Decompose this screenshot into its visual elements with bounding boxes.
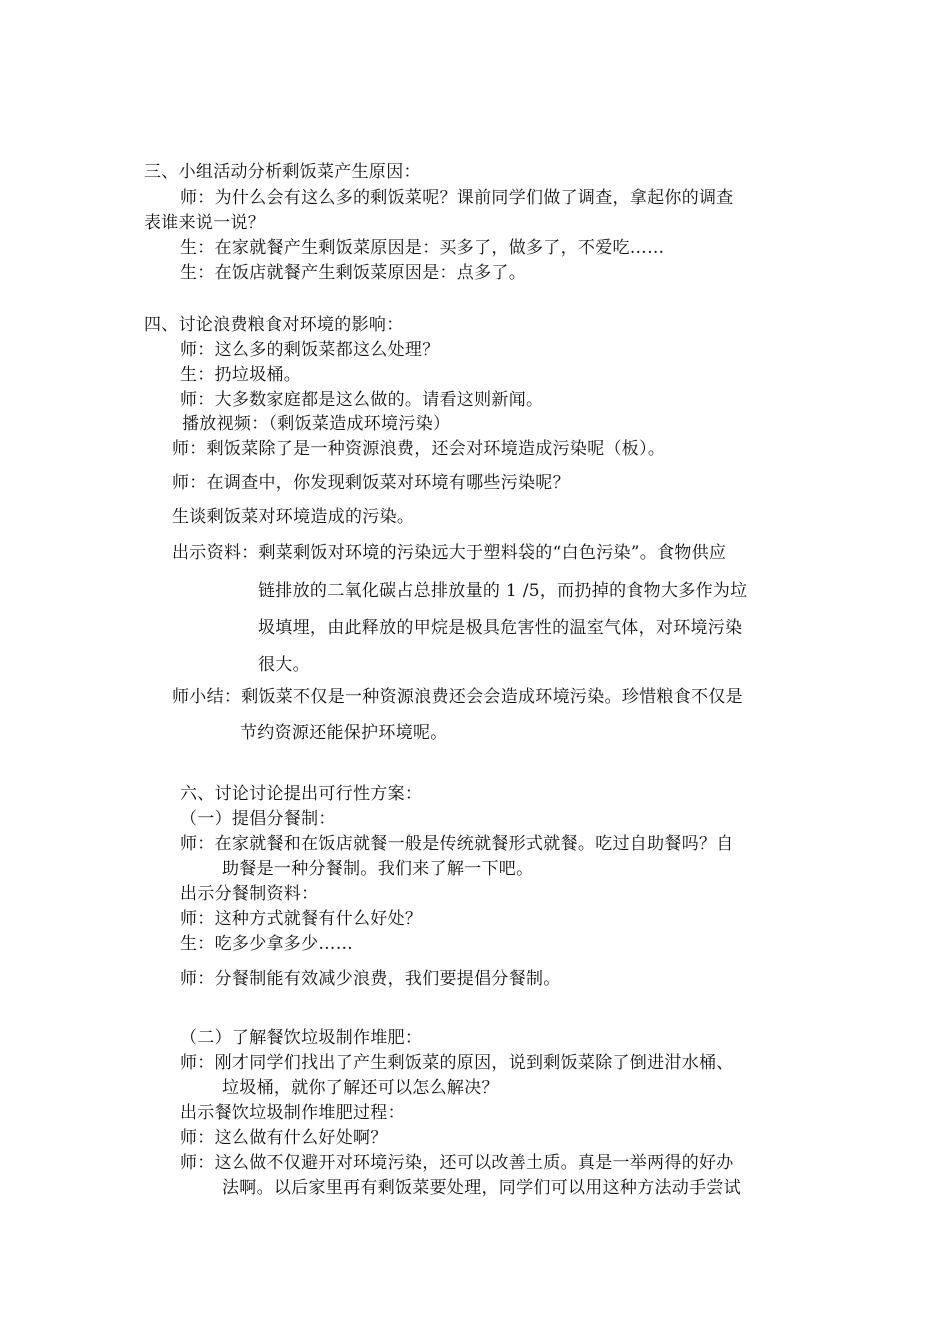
- text-line: 助餐是一种分餐制。我们来了解一下吧。: [222, 859, 534, 879]
- text-line: 生：在饭店就餐产生剩饭菜原因是：点多了。: [180, 263, 526, 283]
- text-line: 节约资源还能保护环境呢。: [240, 723, 448, 743]
- text-line: 法啊。以后家里再有剩饭菜要处理，同学们可以用这种方法动手尝试: [222, 1178, 741, 1198]
- text-line: 师：在调查中，你发现剩饭菜对环境有哪些污染呢？: [172, 473, 570, 493]
- text-line: 播放视频：（剩饭菜造成环境污染）: [182, 414, 451, 434]
- text-line: 师：刚才同学们找出了产生剩饭菜的原因，说到剩饭菜除了倒进泔水桶、: [180, 1053, 734, 1073]
- text-line: 链排放的二氧化碳占总排放量的 1 /5，而扔掉的食物大多作为垃: [258, 581, 748, 601]
- text-line: 师：为什么会有这么多的剩饭菜呢？课前同学们做了调查，拿起你的调查: [180, 188, 734, 208]
- text-line: 师：剩饭菜除了是一种资源浪费，还会对环境造成污染呢（板）。: [172, 439, 666, 459]
- text-line: 圾填埋，由此释放的甲烷是极具危害性的温室气体，对环境污染: [258, 618, 743, 638]
- text-line: 师：这么做不仅避开对环境污染，还可以改善土质。真是一举两得的好办: [180, 1153, 734, 1173]
- text-line: 师：这么多的剩饭菜都这么处理？: [180, 340, 440, 360]
- text-line: 师：分餐制能有效减少浪费，我们要提倡分餐制。: [180, 969, 561, 989]
- text-line: 师：这种方式就餐有什么好处？: [180, 909, 423, 929]
- text-line: 生：扔垃圾桶。: [180, 365, 302, 385]
- text-line: 很大。: [258, 655, 310, 675]
- section-heading: 四、讨论浪费粮食对环境的影响：: [144, 315, 404, 335]
- text-line: 师小结：剩饭菜不仅是一种资源浪费还会会造成环境污染。珍惜粮食不仅是: [172, 687, 743, 707]
- text-line: 师：在家就餐和在饭店就餐一般是传统就餐形式就餐。吃过自助餐吗？自: [180, 834, 734, 854]
- text-line: 垃圾桶，就你了解还可以怎么解决？: [222, 1078, 499, 1098]
- section-heading: 三、小组活动分析剩饭菜产生原因：: [144, 162, 421, 182]
- subsection-heading: （二）了解餐饮垃圾制作堆肥：: [180, 1028, 423, 1048]
- text-line: 出示资料：剩菜剩饭对环境的污染远大于塑料袋的“白色污染”。食物供应: [172, 543, 727, 563]
- text-line: 生：吃多少拿多少……: [180, 934, 353, 954]
- subsection-heading: （一）提倡分餐制：: [180, 809, 336, 829]
- text-line: 表谁来说一说？: [144, 213, 266, 233]
- text-line: 生：在家就餐产生剩饭菜原因是：买多了，做多了，不爱吃……: [180, 238, 665, 258]
- text-line: 师：这么做有什么好处啊？: [180, 1128, 388, 1148]
- section-heading: 六、讨论讨论提出可行性方案：: [180, 784, 423, 804]
- text-line: 出示分餐制资料：: [180, 884, 319, 904]
- text-line: 出示餐饮垃圾制作堆肥过程：: [180, 1103, 405, 1123]
- text-line: 师：大多数家庭都是这么做的。请看这则新闻。: [180, 390, 544, 410]
- text-line: 生谈剩饭菜对环境造成的污染。: [172, 507, 415, 527]
